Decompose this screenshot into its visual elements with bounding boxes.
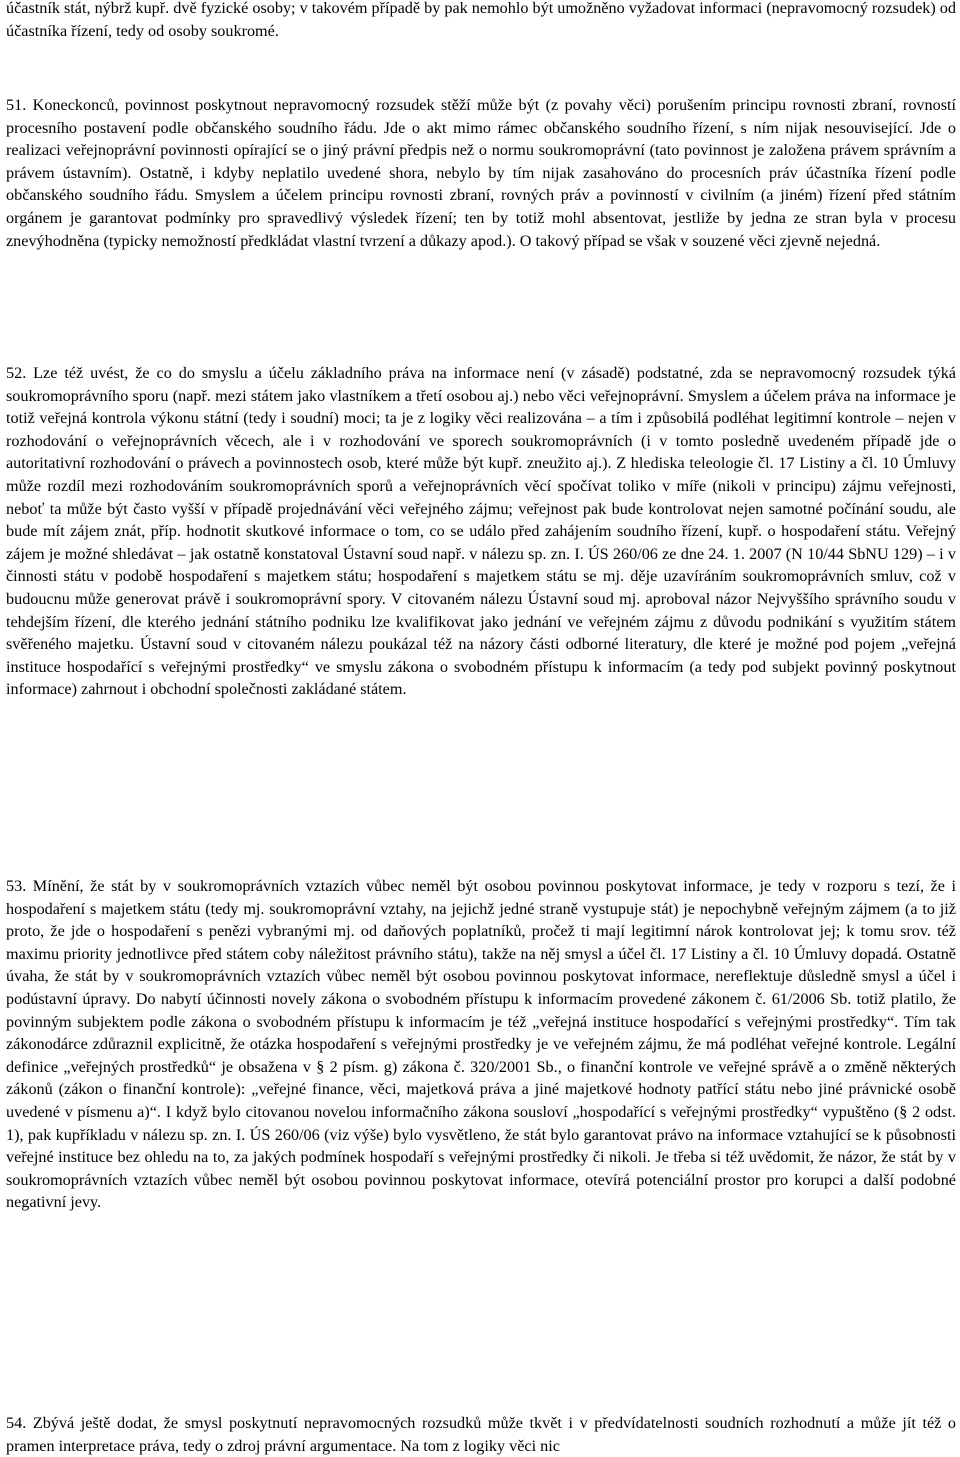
- document-page: [6, 0, 956, 1455]
- paragraph-51: 51. Koneckonců, povinnost poskytnout nepravomocný rozsudek stěží může být (z povahy věci) porušením principu rovnosti zbraní, rovností procesního postavení podle občanského soudního řádu. Jde o akt mimo rámec občanského soudního řízení, s ním nijak nesouvisející. Jde o realizaci veřejnoprávní povinnosti opírající se o jiný právní předpis než o normu soukromoprávní (tato povinnost je založena právem správním a právem ústavním). Ostatně, i kdyby neplatilo uvedené shora, nebylo by tím nijak zasahováno do procesních práv účastníka řízení podle občanského soudního řádu. Smyslem a účelem principu rovnosti zbraní, rovných práv a povinností v civilním (a jiném) řízení před státním orgánem je garantovat podmínky pro spravedlivý výsledek řízení; ten by totiž mohl absentovat, jestliže by jedna ze stran byla v procesu znevýhodněna (typicky nemožností předkládat vlastní tvrzení a důkazy apod.). O takový případ se však v souzené věci zjevně nejedná.: [6, 96, 956, 250]
- paragraph-52: 52. Lze též uvést, že co do smyslu a účelu základního práva na informace není (v zásadě) podstatné, zda se nepravomocný rozsudek týká soukromoprávního sporu (např. mezi státem jako vlastníkem a třetí osobou aj.) nebo věci veřejnoprávní. Smyslem a účelem práva na informace je totiž veřejná kontrola výkonu státní (tedy i soudní) moci; ta je z logiky věci realizována – a tím i způsobilá podléhat legitimní kontrole – nejen v rozhodování o veřejnoprávních věcech, ale i v rozhodování ve sporech soukromoprávních (i v tomto posledně uvedeném případě jde o autoritativní rozhodování o právech a povinnostech osob, které může být kupř. zneužito aj.). Z hlediska teleologie čl. 17 Listiny a čl. 10 Úmluvy může rozdíl mezi rozhodováním soukromoprávních sporů a veřejnoprávních věcí spočívat toliko v míře (nikoli v principu) zájmu veřejnosti, neboť ta může být často vyšší v případě projednávání věci veřejného zájmu; veřejnost pak bude kontrolovat nejen samotné počínání soudu, ale bude mít zájem znát, příp. hodnotit skutkové informace o tom, co se událo před zahájením soudního řízení, kupř. o hospodaření státu. Veřejný zájem je možné shledávat – jak ostatně konstatoval Ústavní soud např. v nálezu sp. zn. I. ÚS 260/06 ze dne 24. 1. 2007 (N 10/44 SbNU 129) – i v činnosti státu v podobě hospodaření s majetkem státu; hospodaření s majetkem státu se mj. děje uzavíráním soukromoprávních smluv, což v budoucnu může generovat právě i soukromoprávní spory. V citovaném nálezu Ústavní soud mj. aproboval názor Nejvyššího správního soudu v tehdejším řízení, dle kterého jednání státního podniku lze kvalifikovat jako jednání ve veřejném zájmu z důvodu podnikání s využitím státem svěřeného majetku. Ústavní soud v citovaném nálezu poukázal též na názory části odborné literatury, dle které je možné pod pojem „veřejná instituce hospodařící s veřejnými prostředky“ ve smyslu zákona o svobodném přístupu k informacím (a tedy pod subjekt povinný poskytnout informace) zahrnout i obchodní společnosti zakládané státem.: [6, 364, 956, 699]
- paragraph-intro: účastník stát, nýbrž kupř. dvě fyzické osoby; v takovém případě by pak nemohlo být umožněno vyžadovat informaci (nepravomocný rozsudek) od účastníka řízení, tedy od osoby soukromé.: [6, 0, 956, 40]
- paragraph-54: 54. Zbývá ještě dodat, že smysl poskytnutí nepravomocných rozsudků může tkvět i v předvídatelnosti soudních rozhodnutí a může jít též o pramen interpretace práva, tedy o zdroj právní argumentace. Na tom z logiky věci nic: [6, 1414, 956, 1455]
- paragraph-53: 53. Mínění, že stát by v soukromoprávních vztazích vůbec neměl být osobou povinnou poskytovat informace, je tedy v rozporu s tezí, že i hospodaření s majetkem státu (tedy mj. soukromoprávní vztahy, na jejichž jedné straně vystupuje stát) je nepochybně veřejným zájmem (a to již proto, že jde o hospodaření s penězi vybranými mj. od daňových poplatníků, pročež ti mají legitimní nárok kontrolovat jej; k tomu srov. též maximu priority jednotlivce před státem coby náležitost právního státu), takže na něj smysl a účel čl. 17 Listiny a čl. 10 Úmluvy dopadá. Ostatně úvaha, že stát by v soukromoprávních vztazích vůbec neměl být osobou povinnou poskytovat informace, nereflektuje důsledně smysl a účel i podústavní úpravy. Do nabytí účinnosti novely zákona o svobodném přístupu k informacím provedené zákonem č. 61/2006 Sb. totiž platilo, že povinným subjektem podle zákona o svobodném přístupu k informacím je též „veřejná instituce hospodařící s veřejnými prostředky“. Tím tak zákonodárce zdůraznil explicitně, že otázka hospodaření s veřejnými prostředky je ve veřejném zájmu, že má podléhat veřejné kontrole. Legální definice „veřejných prostředků“ je obsažena v § 2 písm. g) zákona č. 320/2001 Sb., o finanční kontrole ve veřejné správě a o změně některých zákonů (zákon o finanční kontrole): „veřejné finance, věci, majetková práva a jiné majetkové hodnoty patřící státu nebo jiné právnické osobě uvedené v písmenu a)“. I když bylo citovanou novelou informačního zákona sousloví „hospodařící s veřejnými prostředky“ vypuštěno (§ 2 odst. 1), pak kupříkladu v nálezu sp. zn. I. ÚS 260/06 (viz výše) bylo vysvětleno, že stát bylo garantovat právo na informace vztahující se k působnosti veřejné instituce bez ohledu na to, za jakých podmínek hospodaří s veřejnými prostředky či nikoli. Je třeba si též uvědomit, že názor, že stát by v soukromoprávních vztazích vůbec neměl být osobou povinnou poskytovat informace, otevírá potenciální prostor pro korupci a další podobné negativní jevy.: [6, 877, 956, 1212]
